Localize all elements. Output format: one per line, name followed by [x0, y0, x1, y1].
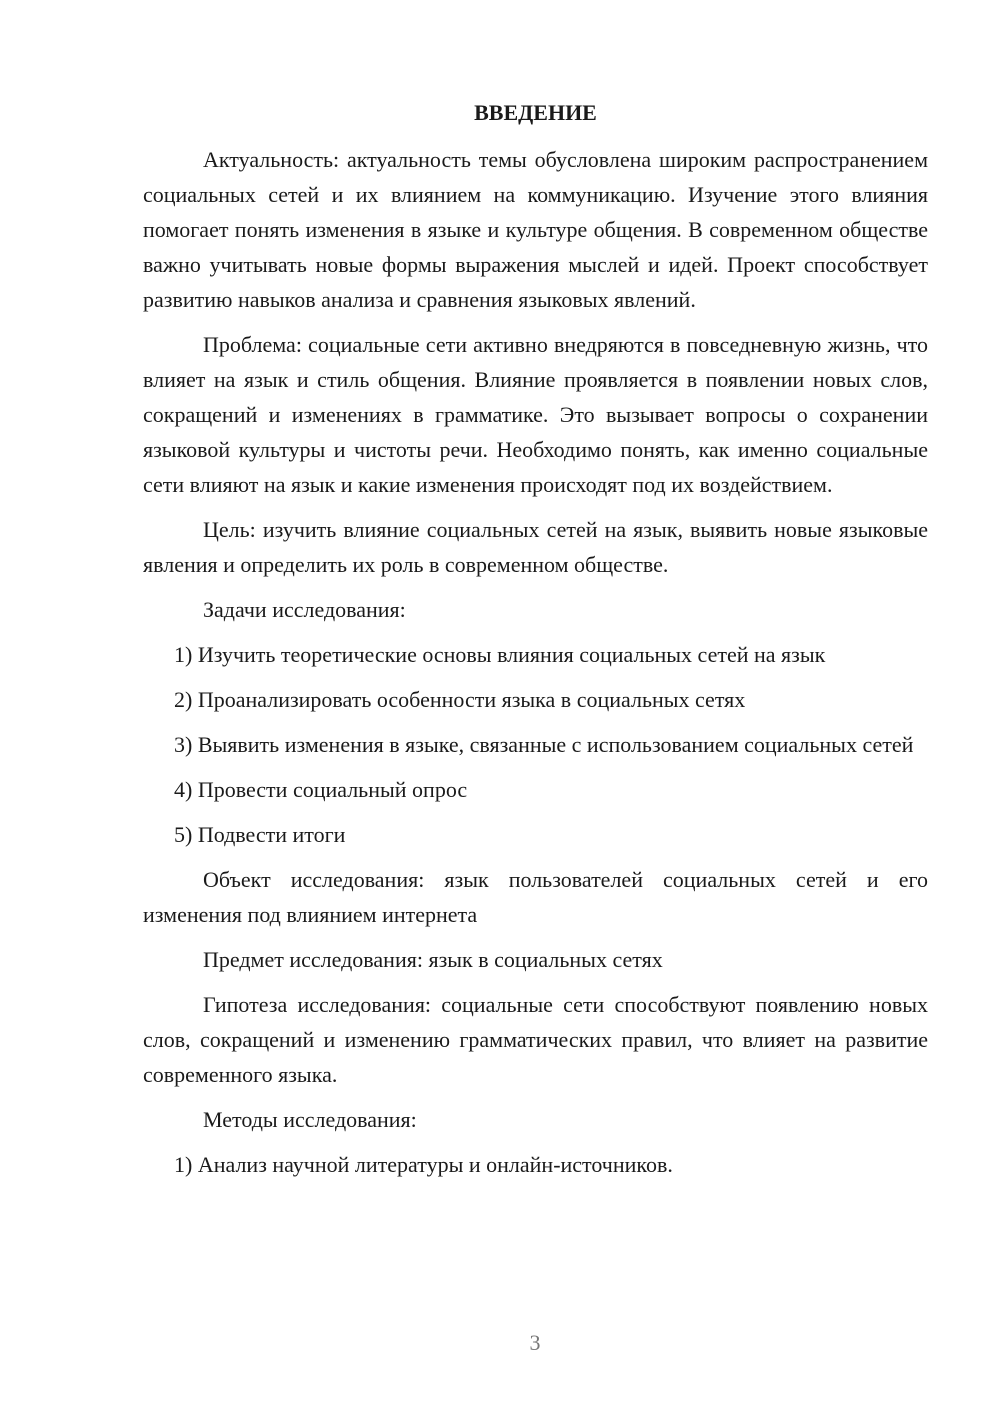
method-item-1: 1) Анализ научной литературы и онлайн-источников.: [174, 1152, 673, 1177]
task-item-3: 3) Выявить изменения в языке, связанные с использованием социальных сетей: [174, 732, 914, 757]
paragraph-hypothesis: Гипотеза исследования: социальные сети способствуют появлению новых слов, сокращений и изменению грамматических правил, что влияет на развитие современного языка.: [143, 992, 928, 1087]
paragraph-goal: Цель: изучить влияние социальных сетей на язык, выявить новые языковые явления и определить их роль в современном обществе.: [143, 517, 928, 577]
tasks-heading: Задачи исследования:: [203, 597, 406, 622]
task-item-5: 5) Подвести итоги: [174, 822, 346, 847]
task-item-2: 2) Проанализировать особенности языка в социальных сетях: [174, 687, 746, 712]
section-title: ВВЕДЕНИЕ: [474, 100, 597, 125]
task-item-1: 1) Изучить теоретические основы влияния социальных сетей на язык: [174, 642, 826, 667]
page-number: 3: [529, 1330, 541, 1355]
paragraph-subject: Предмет исследования: язык в социальных сетях: [203, 947, 663, 972]
paragraph-relevance: Актуальность: актуальность темы обусловлена широким распространением социальных сетей и их влиянием на коммуникацию. Изучение этого влияния помогает понять изменения в языке и культуре общения. В современном обществе важно учитывать новые формы выражения мыслей и идей. Проект способствует развитию навыков анализа и сравнения языковых явлений.: [143, 147, 928, 312]
paragraph-problem: Проблема: социальные сети активно внедряются в повседневную жизнь, что влияет на язык и стиль общения. Влияние проявляется в появлении новых слов, сокращений и изменениях в грамматике. Это вызывает вопросы о сохранении языковой культуры и чистоты речи. Необходимо понять, как именно социальные сети влияют на язык и какие изменения происходят под их воздействием.: [143, 332, 928, 497]
task-item-4: 4) Провести социальный опрос: [174, 777, 468, 802]
page-content: [143, 95, 928, 1192]
methods-heading: Методы исследования:: [203, 1107, 417, 1132]
paragraph-object: Объект исследования: язык пользователей социальных сетей и его изменения под влиянием интернета: [143, 867, 928, 927]
